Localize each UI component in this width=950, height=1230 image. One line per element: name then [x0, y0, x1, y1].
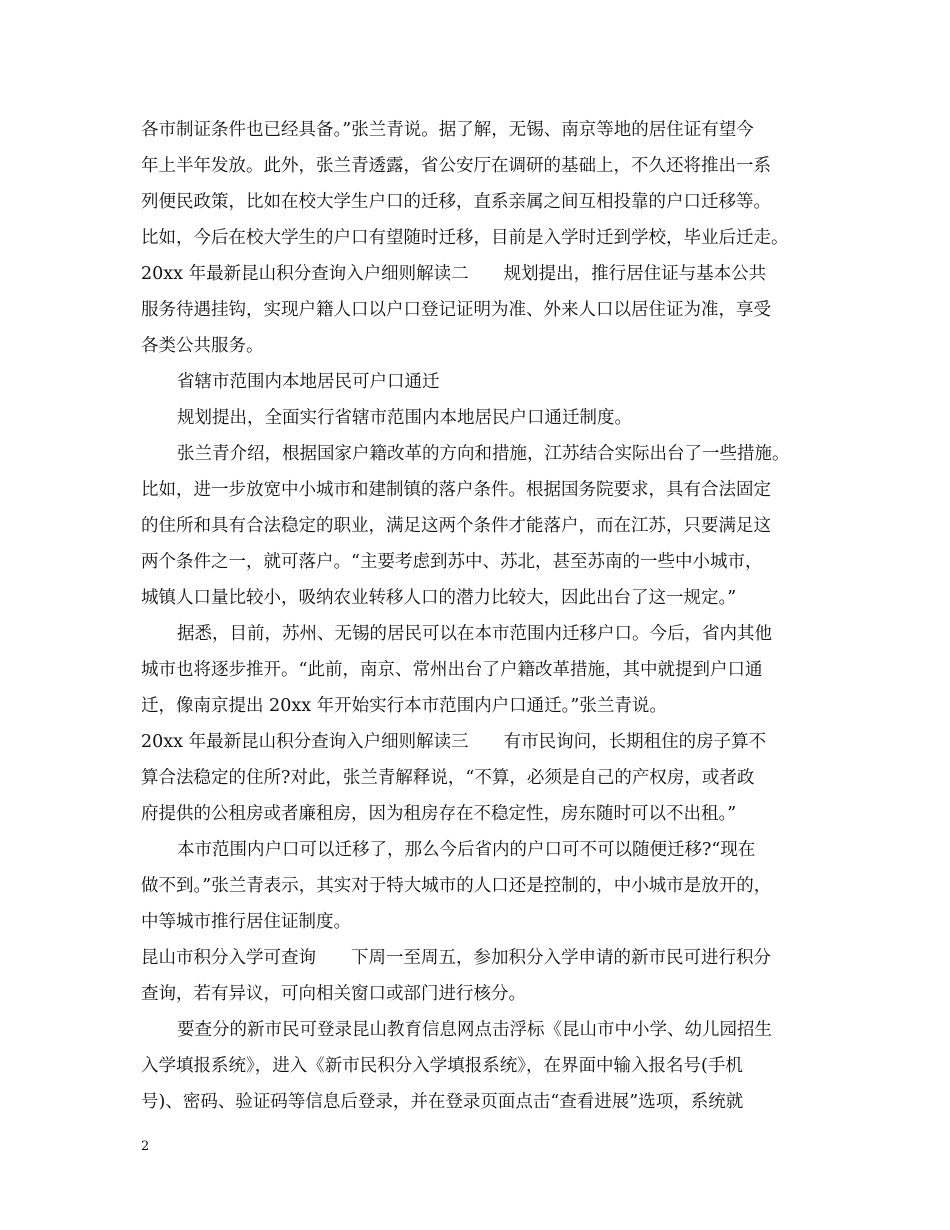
- text-line: 算合法稳定的住所?对此，张兰青解释说，“不算，必须是自己的产权房，或者政: [141, 768, 755, 788]
- text-line: 中等城市推行居住证制度。: [141, 912, 351, 932]
- text-line: 迁，像南京提出 20xx 年开始实行本市范围内户口通迁。”张兰青说。: [141, 696, 667, 716]
- text-line: 服务待遇挂钩，实现户籍人口以户口登记证明为准、外来人口以居住证为准，享受: [141, 300, 771, 320]
- text-line: 年上半年发放。此外，张兰青透露，省公安厅在调研的基础上，不久还将推出一系: [141, 156, 771, 176]
- text-line: 的住所和具有合法稳定的职业，满足这两个条件才能落户，而在江苏，只要满足这: [141, 516, 771, 536]
- text-line: 城市也将逐步推开。“此前，南京、常州出台了户籍改革措施，其中就提到户口通: [141, 660, 763, 680]
- text-line: 本市范围内户口可以迁移了，那么今后省内的户口可不可以随便迁移?“现在: [177, 840, 756, 860]
- section-heading-line: 20xx 年最新昆山积分查询入户细则解读二 规划提出，推行居住证与基本公共: [141, 264, 767, 284]
- text-line: 据悉，目前，苏州、无锡的居民可以在本市范围内迁移户口。今后，省内其他: [177, 624, 772, 644]
- text-line: 府提供的公租房或者廉租房，因为租房存在不稳定性，房东随时可以不出租。”: [141, 804, 737, 824]
- subheading-line: 省辖市范围内本地居民可户口通迁: [177, 372, 440, 392]
- text-line: 做不到。”张兰青表示，其实对于特大城市的人口还是控制的，中小城市是放开的，: [141, 876, 772, 896]
- text-line: 比如，进一步放宽中小城市和建制镇的落户条件。根据国务院要求，具有合法固定: [141, 480, 771, 500]
- text-line: 各市制证条件也已经具备。”张兰青说。据了解，无锡、南京等地的居住证有望今: [141, 120, 754, 140]
- text-line: 两个条件之一，就可落户。“主要考虑到苏中、苏北，甚至苏南的一些中小城市，: [141, 552, 763, 572]
- text-line: 要查分的新市民可登录昆山教育信息网点击浮标《昆山市中小学、幼儿园招生: [177, 1020, 772, 1040]
- text-line: 入学填报系统》，进入《新市民积分入学填报系统》，在界面中输入报名号(手机: [141, 1056, 743, 1076]
- text-line: 号)、密码、验证码等信息后登录，并在登录页面点击“查看进展”选项，系统就: [141, 1092, 744, 1112]
- text-line: 规划提出，全面实行省辖市范围内本地居民户口通迁制度。: [177, 408, 632, 428]
- text-line: 列便民政策，比如在校大学生户口的迁移，直系亲属之间互相投靠的户口迁移等。: [141, 192, 771, 212]
- text-line: 张兰青介绍，根据国家户籍改革的方向和措施，江苏结合实际出台了一些措施。: [177, 444, 790, 464]
- section-heading-line: 昆山市积分入学可查询 下周一至周五，参加积分入学申请的新市民可进行积分: [141, 948, 771, 968]
- text-line: 各类公共服务。: [141, 336, 264, 356]
- text-line: 比如，今后在校大学生的户口有望随时迁移，目前是入学时迁到学校，毕业后迁走。: [141, 228, 789, 248]
- section-heading-line: 20xx 年最新昆山积分查询入户细则解读三 有市民询问，长期租住的房子算不: [141, 732, 767, 752]
- page-number: 2: [141, 1139, 150, 1154]
- text-line: 查询，若有异议，可向相关窗口或部门进行核分。: [141, 984, 526, 1004]
- text-line: 城镇人口量比较小，吸纳农业转移人口的潜力比较大，因此出台了这一规定。”: [141, 588, 737, 608]
